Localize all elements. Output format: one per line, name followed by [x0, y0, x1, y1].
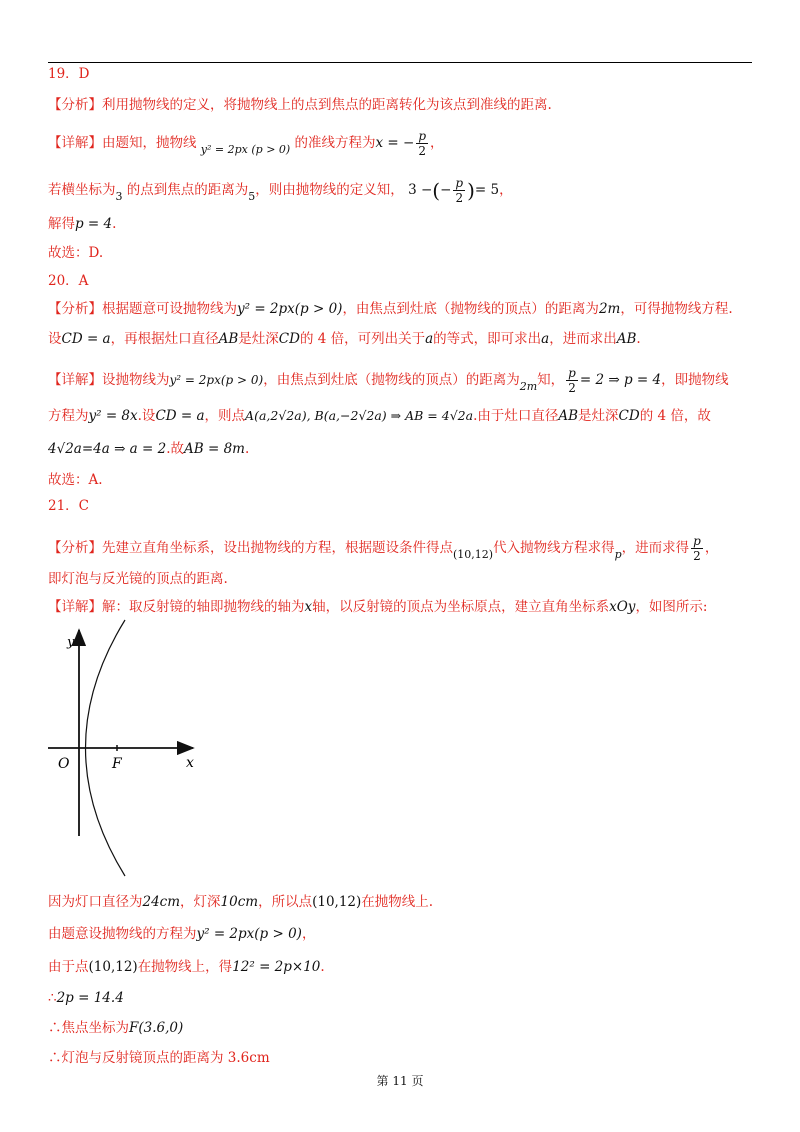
math-eq: CD = a	[155, 408, 205, 424]
q20-detail-line2	[48, 407, 711, 425]
text: 的点到焦点的距离为	[126, 182, 249, 198]
text: ，所以点	[258, 894, 313, 910]
fraction	[691, 534, 703, 563]
text: ，即抛物线	[661, 372, 729, 388]
math-eq: 3 −	[408, 182, 433, 198]
math-eq: AB	[558, 408, 579, 424]
text: 代入抛物线方程求得	[493, 540, 615, 556]
text: 轴，以反射镜的顶点为坐标原点，建立直角坐标系	[312, 599, 610, 615]
q20-detail-line1	[48, 366, 729, 395]
math-eq: p = 4	[75, 216, 113, 232]
text: 解得	[48, 216, 75, 232]
q19-detail-line3: 解得p = 4.	[48, 216, 117, 232]
math-eq: = 2 ⇒ p = 4	[579, 372, 662, 388]
math-eq: p	[614, 548, 622, 561]
text: ，由焦点到灶底（抛物线的顶点）的距离为	[342, 301, 599, 317]
text: .	[320, 959, 325, 975]
math-eq: a	[425, 331, 434, 347]
math-eq: AB = 8m	[184, 441, 245, 457]
text: 若横坐标为	[48, 182, 116, 198]
text: 方程为	[48, 408, 89, 424]
math-eq: = 5	[474, 182, 500, 198]
text: 的 4 倍，可列出关于	[299, 331, 426, 347]
text: 因为灯口直径为	[48, 894, 143, 910]
text: ，如图所示:	[635, 599, 708, 615]
text: 先建立直角坐标系，设出抛物线的方程，根据题设条件得点	[102, 540, 453, 556]
text: 在抛物线上，得	[137, 959, 233, 975]
text: ，可得抛物线方程.	[620, 301, 733, 317]
text: 是灶深	[238, 331, 279, 347]
fraction	[453, 176, 465, 205]
frac-num: p	[455, 176, 464, 190]
q21-analysis-line1	[48, 534, 718, 563]
frac-den: 2	[568, 381, 576, 395]
frac-num: p	[568, 366, 576, 380]
analysis-tag: 【分析】	[48, 97, 102, 113]
q21-analysis-line2: 即灯泡与反光镜的顶点的距离.	[48, 571, 228, 587]
text: .设	[137, 408, 156, 424]
q20-head: 20．A	[48, 273, 89, 289]
q19-answer: 故选：D.	[48, 245, 104, 261]
q21-step5	[48, 1019, 183, 1037]
text: 的 4 倍，故	[639, 408, 711, 424]
math-eq: A(a,2√2a), B(a,−2√2a) ⇒ AB = 4√2a	[245, 408, 474, 423]
text: ，则点	[204, 408, 246, 424]
text: ，	[301, 926, 316, 942]
q21-head: 21．C	[48, 498, 90, 514]
analysis-tag: 【分析】	[48, 301, 102, 317]
fraction	[416, 129, 428, 158]
fraction	[566, 366, 578, 395]
text: 的准线方程为	[294, 135, 376, 151]
text: ，由焦点到灶底（抛物线的顶点）的距离为	[263, 372, 520, 388]
origin-label: O	[58, 756, 70, 772]
text: ∴	[48, 990, 57, 1006]
q20-analysis-line2	[48, 330, 641, 348]
math-eq: (10,12)	[453, 548, 494, 561]
math-eq: 2m	[519, 380, 538, 393]
math-eq: xOy	[609, 599, 636, 615]
math-eq: AB	[218, 331, 239, 347]
analysis-tag: 【分析】	[48, 540, 102, 556]
detail-tag: 【详解】	[48, 135, 102, 151]
x-label: x	[186, 755, 194, 771]
q19-head: 19．D	[48, 66, 90, 82]
text: ，进而求出	[549, 331, 617, 347]
text: .	[636, 331, 641, 347]
math-eq: 2m	[598, 301, 621, 317]
math-eq: CD = a	[61, 331, 111, 347]
math-eq: AB	[616, 331, 637, 347]
focus-label: F	[112, 756, 122, 772]
frac-den: 2	[418, 144, 426, 158]
header-rule	[48, 62, 752, 63]
text: ，进而求得	[621, 540, 690, 556]
text: .由于灶口直径	[473, 408, 559, 424]
analysis-text: 利用抛物线的定义，将抛物线上的点到焦点的距离转化为该点到准线的距离.	[102, 97, 552, 113]
text: ，则由抛物线的定义知，	[255, 182, 404, 198]
math-eq: 10cm	[220, 894, 259, 910]
frac-num: p	[418, 129, 427, 143]
text: 知，	[537, 372, 565, 388]
q19-detail-line1: 【详解】由题知，抛物线 $_{y^2 = 2px (p > 0)}$ 的准线方程为x = − $\frac{p}{2}$ ，	[48, 129, 444, 158]
frac-den: 2	[455, 191, 464, 205]
math-eq: x	[304, 599, 313, 615]
frac-den: 2	[693, 549, 701, 563]
q20-detail-line3	[48, 440, 249, 458]
q20-analysis-line1	[48, 300, 733, 318]
math-num: 3	[115, 190, 123, 203]
q21-step3	[48, 958, 325, 976]
parabola-figure	[40, 614, 210, 884]
math-eq: y² = 2px(p > 0)	[196, 926, 302, 942]
q21-step1	[48, 893, 433, 911]
text: 是灶深	[578, 408, 619, 424]
y-label: y	[67, 635, 75, 650]
text: 根据题意可设抛物线为	[102, 301, 237, 317]
page-number: 第 11 页	[376, 1074, 424, 1088]
math-eq: (10,12)	[88, 959, 138, 975]
text: ，	[704, 540, 719, 556]
text: 由题知，抛物线	[102, 135, 197, 151]
q19-analysis	[48, 96, 552, 114]
text: 的等式，即可求出	[433, 331, 542, 347]
math-num: 5	[248, 190, 256, 203]
q21-step6: ∴灯泡与反射镜顶点的距离为 3.6cm	[48, 1050, 270, 1066]
q21-step4	[48, 989, 124, 1007]
text: 由于点	[48, 959, 89, 975]
math-eq: F(3.6,0)	[129, 1020, 184, 1036]
math-eq: CD	[278, 331, 300, 347]
math-eq: x = −	[375, 135, 415, 151]
q19-detail-line2: 若横坐标为$_3$ 的点到焦点的距离为$_5$，则由抛物线的定义知， 3 −(− $\frac{p}{2}$ )= 5，	[48, 176, 513, 205]
text: .	[244, 441, 250, 457]
math-eq: 2p = 14.4	[56, 990, 124, 1006]
text: 设	[48, 331, 62, 347]
text: .故	[166, 441, 185, 457]
math-eq: 12² = 2p×10	[232, 959, 321, 975]
math-eq: a	[541, 331, 550, 347]
math-eq: y² = 2px (p > 0)	[200, 143, 291, 156]
text: ，灯深	[180, 894, 221, 910]
text: ，再根据灶口直径	[110, 331, 219, 347]
text: 在抛物线上.	[361, 894, 434, 910]
math-eq: y² = 2px(p > 0)	[169, 373, 264, 387]
math-eq: 4√2a=4a ⇒ a = 2	[48, 441, 167, 457]
math-eq: 24cm	[142, 894, 181, 910]
text: 解：取反射镜的轴即抛物线的轴为	[102, 599, 305, 615]
math-eq: CD	[618, 408, 640, 424]
detail-tag: 【详解】	[48, 372, 102, 388]
text: 由题意设抛物线的方程为	[48, 926, 197, 942]
frac-num: p	[693, 534, 701, 548]
math-eq: (10,12)	[312, 894, 362, 910]
math-eq: y² = 8x	[88, 408, 138, 424]
detail-tag: 【详解】	[48, 599, 102, 615]
q21-step2	[48, 925, 315, 943]
q20-answer: 故选：A.	[48, 472, 103, 488]
text: ∴焦点坐标为	[48, 1020, 129, 1036]
text: 设抛物线为	[102, 372, 170, 388]
math-eq: y² = 2px(p > 0)	[237, 301, 343, 317]
